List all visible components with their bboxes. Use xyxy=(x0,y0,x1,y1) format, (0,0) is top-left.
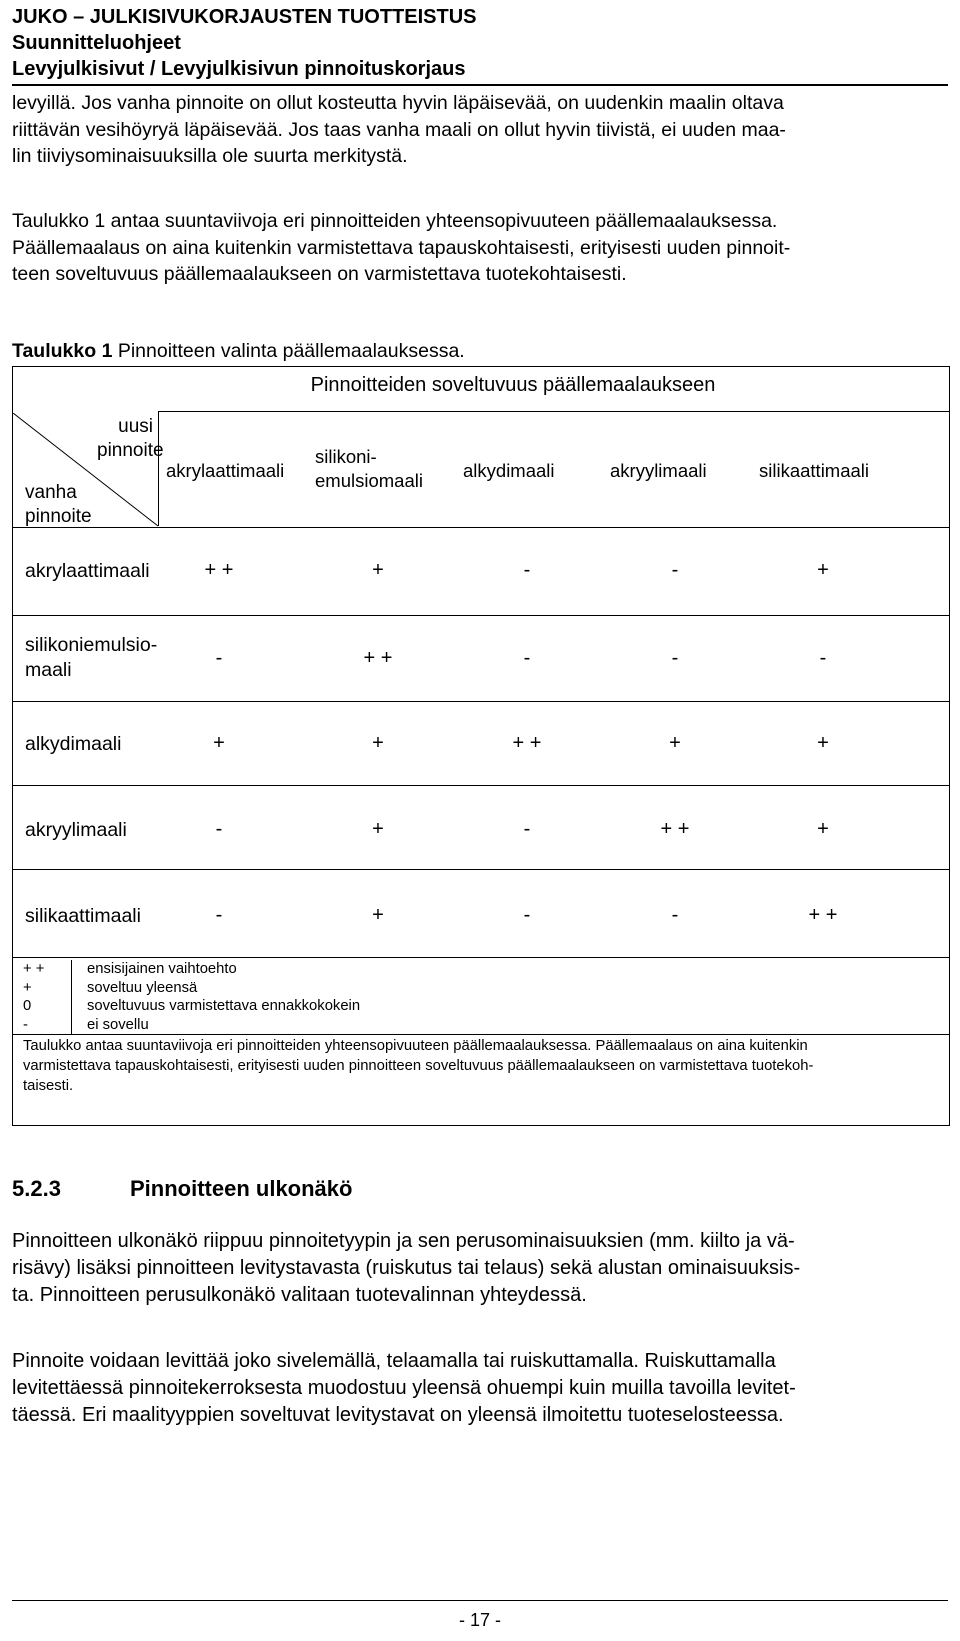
row-divider xyxy=(13,957,949,958)
row-divider xyxy=(13,701,949,702)
text-line: risävy) lisäksi pinnoitteen levitystavasta (ruiskutus tai telaus) sekä alustan ominaisuuksis- xyxy=(12,1257,801,1279)
cell-mark: - xyxy=(671,904,679,926)
row-label-line: maali xyxy=(25,659,72,681)
section-title: Pinnoitteen ulkonäkö xyxy=(130,1176,353,1201)
cell-mark: + xyxy=(372,818,384,840)
cell-mark: + xyxy=(372,904,384,926)
col-header-alkydimaali: alkydimaali xyxy=(463,460,555,481)
row-divider xyxy=(13,785,949,786)
legend-item xyxy=(23,979,949,998)
row-label-akrylaattimaali: akrylaattimaali xyxy=(25,560,150,582)
cell-mark: - xyxy=(215,904,223,926)
legend-symbol: - xyxy=(23,1016,28,1033)
note-line: varmistettava tapauskohtaisesti, erityisesti uuden pinnoitteen soveltuvuus päällemaalaukseen on varmistettava tuotekoh- xyxy=(23,1058,814,1074)
cell-mark: + xyxy=(817,818,829,840)
cell-mark: + + xyxy=(363,647,393,669)
cell-mark: + + xyxy=(204,559,234,581)
cell-mark: + xyxy=(213,732,225,754)
cell-mark: - xyxy=(671,647,679,669)
group-header-rule xyxy=(158,411,949,412)
page-number: - 17 - xyxy=(458,1610,501,1630)
corner-new-line1: uusi xyxy=(118,416,153,437)
legend-divider xyxy=(71,960,72,1034)
section-heading xyxy=(12,1176,352,1202)
row-label-line: silikoniemulsio- xyxy=(25,634,158,656)
corner-new-coating xyxy=(97,415,164,463)
col-header-silikaattimaali: silikaattimaali xyxy=(759,460,870,481)
col-header-line: silikoni- xyxy=(315,446,377,467)
text-line: ta. Pinnoitteen perusulkonäkö valitaan tuotevalinnan yhteydessä. xyxy=(12,1284,587,1306)
cell-mark: + xyxy=(669,732,681,754)
cell-mark: + xyxy=(372,732,384,754)
legend-symbol: + xyxy=(23,979,32,996)
text-line: Taulukko 1 antaa suuntaviivoja eri pinnoitteiden yhteensopivuuteen päällemaalauksessa. xyxy=(12,210,778,232)
legend-description: soveltuu yleensä xyxy=(87,979,198,996)
document-header xyxy=(12,4,948,82)
legend-symbol: + + xyxy=(23,961,45,977)
cell-mark: + + xyxy=(808,904,838,926)
row-label-silikoniemulsiomaali xyxy=(25,633,157,683)
legend-description: ensisijainen vaihtoehto xyxy=(87,961,237,977)
intro-paragraph-2 xyxy=(12,208,948,288)
body-paragraph-1 xyxy=(12,1228,948,1309)
cell-mark: - xyxy=(215,647,223,669)
cell-mark: - xyxy=(523,647,531,669)
row-divider xyxy=(13,869,949,870)
cell-mark: - xyxy=(215,818,223,840)
cell-mark: - xyxy=(671,559,679,581)
cell-mark: + xyxy=(372,559,384,581)
col-header-silikoniemulsiomaali xyxy=(315,445,423,493)
text-line: levitettäessä pinnoitekerroksesta muodostuu yleensä ohuempi kuin muilla tavoilla levitet- xyxy=(12,1377,796,1399)
table-caption-text: Pinnoitteen valinta päällemaalauksessa. xyxy=(112,340,465,362)
text-line: riittävän vesihöyryä läpäisevää. Jos taas vanha maali on ollut hyvin tiivistä, ei uuden maa- xyxy=(12,118,786,141)
row-label-silikaattimaali: silikaattimaali xyxy=(25,905,141,927)
row-divider xyxy=(13,527,949,528)
row-label-akryylimaali: akryylimaali xyxy=(25,819,127,841)
section-number: 5.2.3 xyxy=(12,1176,61,1201)
table-legend xyxy=(13,960,949,1094)
header-project-title: JUKO – JULKISIVUKORJAUSTEN TUOTTEISTUS xyxy=(12,6,477,28)
legend-description: ei sovellu xyxy=(87,1016,149,1033)
footer-divider xyxy=(12,1600,948,1601)
cell-mark: + xyxy=(817,732,829,754)
compatibility-table xyxy=(12,366,950,1126)
cell-mark: + xyxy=(817,559,829,581)
text-line: Pinnoitteen ulkonäkö riippuu pinnoitetyypin ja sen perusominaisuuksien (mm. kiilto ja vä- xyxy=(12,1230,795,1252)
note-line: taisesti. xyxy=(23,1078,74,1094)
cell-mark: - xyxy=(523,904,531,926)
corner-old-line2: pinnoite xyxy=(25,506,92,527)
text-line: teen soveltuvuus päällemaalaukseen on varmistettava tuotekohtaisesti. xyxy=(12,263,627,285)
row-divider xyxy=(13,615,949,616)
header-subtitle: Suunnitteluohjeet xyxy=(12,32,181,54)
corner-old-line1: vanha xyxy=(25,482,77,503)
text-line: Päällemaalaus on aina kuitenkin varmistettava tapauskohtaisesti, erityisesti uuden pinnoit- xyxy=(12,236,791,259)
text-line: lin tiiviysominaisuuksilla ole suurta merkitystä. xyxy=(12,145,408,167)
corner-new-line2: pinnoite xyxy=(97,440,164,461)
legend-item xyxy=(23,960,949,979)
text-line: täessä. Eri maalityyppien soveltuvat levitystavat on yleensä ilmoitettu tuoteselosteessa. xyxy=(12,1404,784,1426)
cell-mark: - xyxy=(523,818,531,840)
header-section-title: Levyjulkisivut / Levyjulkisivun pinnoituskorjaus xyxy=(12,58,466,80)
text-line: Pinnoite voidaan levittää joko sivelemällä, telaamalla tai ruiskuttamalla. Ruiskuttamalla xyxy=(12,1350,776,1372)
header-divider xyxy=(12,84,948,86)
col-header-akryylimaali: akryylimaali xyxy=(610,460,707,481)
legend-description: soveltuvuus varmistettava ennakkokokein xyxy=(87,998,361,1014)
corner-old-coating xyxy=(25,481,92,529)
legend-bottom-rule xyxy=(13,1034,949,1035)
row-label-alkydimaali: alkydimaali xyxy=(25,733,122,755)
table-group-header: Pinnoitteiden soveltuvuus päällemaalaukseen xyxy=(310,374,716,396)
legend-symbol: 0 xyxy=(23,998,32,1014)
legend-item xyxy=(23,997,949,1016)
table-note xyxy=(23,1036,953,1096)
col-header-line: emulsiomaali xyxy=(315,470,423,491)
note-line: Taulukko antaa suuntaviivoja eri pinnoitteiden yhteensopivuuteen päällemaalauksessa. Päällemaalaus on aina kuitenkin xyxy=(23,1038,808,1054)
intro-paragraph-1 xyxy=(12,90,948,170)
table-caption-label: Taulukko 1 xyxy=(12,340,113,362)
cell-mark: - xyxy=(819,647,827,669)
cell-mark: + + xyxy=(512,732,542,754)
cell-mark: - xyxy=(523,559,531,581)
legend-item xyxy=(23,1016,949,1035)
cell-mark: + + xyxy=(660,818,690,840)
col-header-akrylaattimaali: akrylaattimaali xyxy=(166,460,285,481)
table-caption xyxy=(12,340,465,363)
body-paragraph-2 xyxy=(12,1348,948,1429)
text-line: levyillä. Jos vanha pinnoite on ollut kosteutta hyvin läpäisevää, on uudenkin maalin oltava xyxy=(12,92,784,114)
